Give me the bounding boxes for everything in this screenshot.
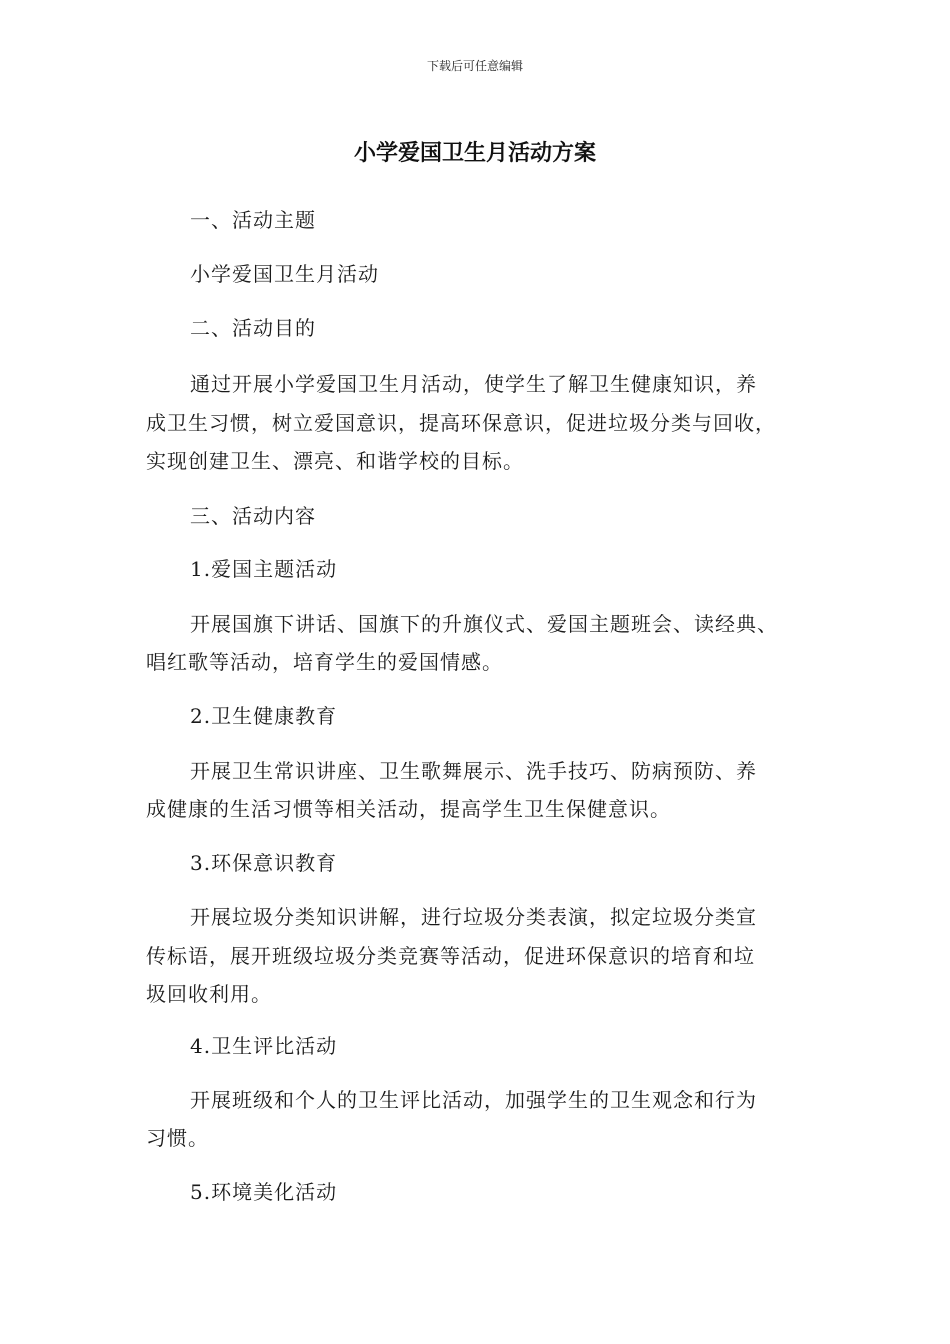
subheading: 5.环境美化活动 <box>190 1180 338 1204</box>
paragraph-line: 小学爱国卫生月活动 <box>190 262 379 286</box>
subheading: 3.环保意识教育 <box>190 851 338 875</box>
paragraph-line: 唱红歌等活动，培育学生的爱国情感。 <box>146 650 503 674</box>
document-title: 小学爱国卫生月活动方案 <box>353 141 596 166</box>
header-note: 下载后可任意编辑 <box>426 59 523 73</box>
subheading: 4.卫生评比活动 <box>190 1034 338 1058</box>
subheading: 2.卫生健康教育 <box>190 704 338 728</box>
paragraph-line: 开展班级和个人的卫生评比活动，加强学生的卫生观念和行为 <box>190 1088 757 1112</box>
paragraph-line: 实现创建卫生、漂亮、和谐学校的目标。 <box>146 449 524 473</box>
section-heading-3: 三、活动内容 <box>190 504 316 528</box>
paragraph-line: 通过开展小学爱国卫生月活动，使学生了解卫生健康知识，养 <box>190 372 757 396</box>
section-heading-1: 一、活动主题 <box>190 208 316 232</box>
paragraph-line: 成健康的生活习惯等相关活动，提高学生卫生保健意识。 <box>146 797 671 821</box>
section-heading-2: 二、活动目的 <box>190 316 316 340</box>
subheading: 1.爱国主题活动 <box>190 557 338 581</box>
paragraph-line: 圾回收利用。 <box>146 982 272 1006</box>
paragraph-line: 开展国旗下讲话、国旗下的升旗仪式、爱国主题班会、读经典、 <box>190 612 778 636</box>
paragraph-line: 开展垃圾分类知识讲解，进行垃圾分类表演，拟定垃圾分类宣 <box>190 905 757 929</box>
paragraph-line: 传标语，展开班级垃圾分类竞赛等活动，促进环保意识的培育和垃 <box>146 944 755 968</box>
paragraph-line: 开展卫生常识讲座、卫生歌舞展示、洗手技巧、防病预防、养 <box>190 759 757 783</box>
paragraph-line: 成卫生习惯，树立爱国意识，提高环保意识，促进垃圾分类与回收， <box>146 411 776 435</box>
paragraph-line: 习惯。 <box>146 1126 209 1150</box>
